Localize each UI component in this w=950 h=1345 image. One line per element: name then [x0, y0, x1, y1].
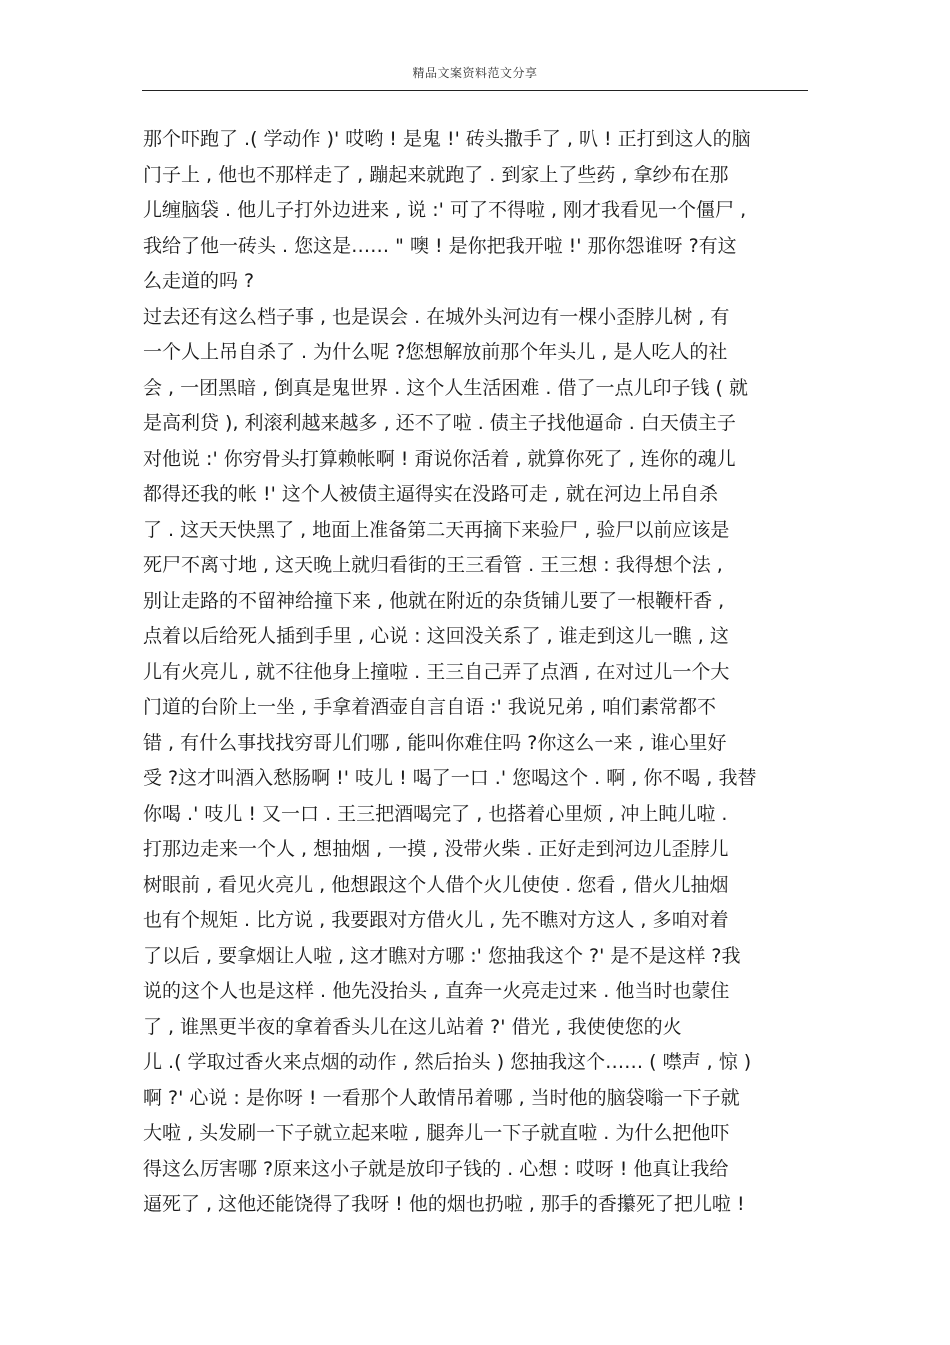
text-line: 都得还我的帐 !' 这个人被债主逼得实在没路可走 , 就在河边上吊自杀: [143, 483, 719, 505]
text-line: 是高利贷 ), 利滚利越来越多 , 还不了啦 . 债主子找他逼命 . 白天债主子: [143, 412, 736, 434]
text-line: 逼死了 , 这他还能饶得了我呀 ! 他的烟也扔啦 , 那手的香攥死了把儿啦 !: [143, 1193, 745, 1215]
document-body: [143, 122, 823, 1223]
text-line: 一个人上吊自杀了 . 为什么呢 ?您想解放前那个年头儿 , 是人吃人的社: [143, 341, 728, 363]
text-line: 受 ?这才叫酒入愁肠啊 !' 吱儿 ! 喝了一口 .' 您喝这个 . 啊 , 你不喝 , 我替: [143, 767, 757, 789]
header-divider: [142, 90, 808, 91]
text-line: 也有个规矩 . 比方说 , 我要跟对方借火儿 , 先不瞧对方这人 , 多咱对着: [143, 909, 729, 931]
text-line: 你喝 .' 吱儿 ! 又一口 . 王三把酒喝完了 , 也搭着心里烦 , 冲上盹儿啦 .: [143, 802, 728, 825]
text-line: 大啦 , 头发刷一下子就立起来啦 , 腿奔儿一下子就直啦 . 为什么把他吓: [143, 1122, 730, 1144]
text-line: 啊 ?' 心说 : 是你呀 ! 一看那个人敢情吊着哪 , 当时他的脑袋嗡一下子就: [143, 1086, 740, 1109]
text-line: 门子上 , 他也不那样走了 , 蹦起来就跑了 . 到家上了些药 , 拿纱布在那: [143, 163, 729, 186]
text-line: 说的这个人也是这样 . 他先没抬头 , 直奔一火亮走过来 . 他当时也蒙住: [143, 980, 730, 1002]
text-line: 过去还有这么档子事 , 也是误会 . 在城外头河边有一棵小歪脖儿树 , 有: [143, 305, 730, 328]
text-line: 儿缠脑袋 . 他儿子打外边进来 , 说 :' 可了不得啦 , 刚才我看见一个僵尸 ,: [143, 199, 747, 221]
text-line: 我给了他一砖头 . 您这是…… " 噢 ! 是你把我开啦 !' 那你怨谁呀 ?有这: [143, 234, 737, 257]
text-line: 点着以后给死人插到手里 , 心说 : 这回没关系了 , 谁走到这儿一瞧 , 这: [143, 625, 729, 647]
text-line: 会 , 一团黑暗 , 倒真是鬼世界 . 这个人生活困难 . 借了一点儿印子钱 ( 就: [143, 376, 748, 399]
text-line: 别让走路的不留神给撞下来 , 他就在附近的杂货铺儿要了一根鞭杆香 ,: [143, 589, 725, 612]
text-line: 错 , 有什么事找找穷哥儿们哪 , 能叫你难住吗 ?你这么一来 , 谁心里好: [143, 731, 727, 754]
text-line: 死尸不离寸地 , 这天晚上就归看街的王三看管 . 王三想 : 我得想个法 ,: [143, 554, 723, 576]
text-line: 了 . 这天天快黑了 , 地面上准备第二天再摘下来验尸 , 验尸以前应该是: [143, 518, 730, 541]
text-line: 那个吓跑了 .( 学动作 )' 哎哟 ! 是鬼 !' 砖头撒手了 , 叭 ! 正打到这人的脑: [143, 128, 751, 150]
text-line: 么走道的吗 ?: [143, 270, 255, 292]
text-line: 了以后 , 要拿烟让人啦 , 这才瞧对方哪 :' 您抽我这个 ?' 是不是这样 ?我: [143, 944, 741, 967]
page-header: 精品文案资料范文分享: [412, 66, 538, 80]
text-line: 儿有火亮儿 , 就不往他身上撞啦 . 王三自己弄了点酒 , 在对过儿一个大: [143, 660, 730, 683]
text-line: 对他说 :' 你穷骨头打算赖帐啊 ! 甭说你活着 , 就算你死了 , 连你的魂儿: [143, 447, 736, 470]
text-line: 了 , 谁黑更半夜的拿着香头儿在这儿站着 ?' 借光 , 我使使您的火: [143, 1015, 682, 1038]
text-line: 门道的台阶上一坐 , 手拿着酒壶自言自语 :' 我说兄弟 , 咱们素常都不: [143, 696, 716, 718]
text-line: 树眼前 , 看见火亮儿 , 他想跟这个人借个火儿使使 . 您看 , 借火儿抽烟: [143, 873, 729, 896]
text-line: 儿 .( 学取过香火来点烟的动作 , 然后抬头 ) 您抽我这个…… ( 噤声 , 惊 ): [143, 1051, 752, 1073]
text-line: 得这么厉害哪 ?原来这小子就是放印子钱的 . 心想 : 哎呀 ! 他真让我给: [143, 1157, 729, 1180]
text-line: 打那边走来一个人 , 想抽烟 , 一摸 , 没带火柴 . 正好走到河边儿歪脖儿: [143, 838, 729, 860]
